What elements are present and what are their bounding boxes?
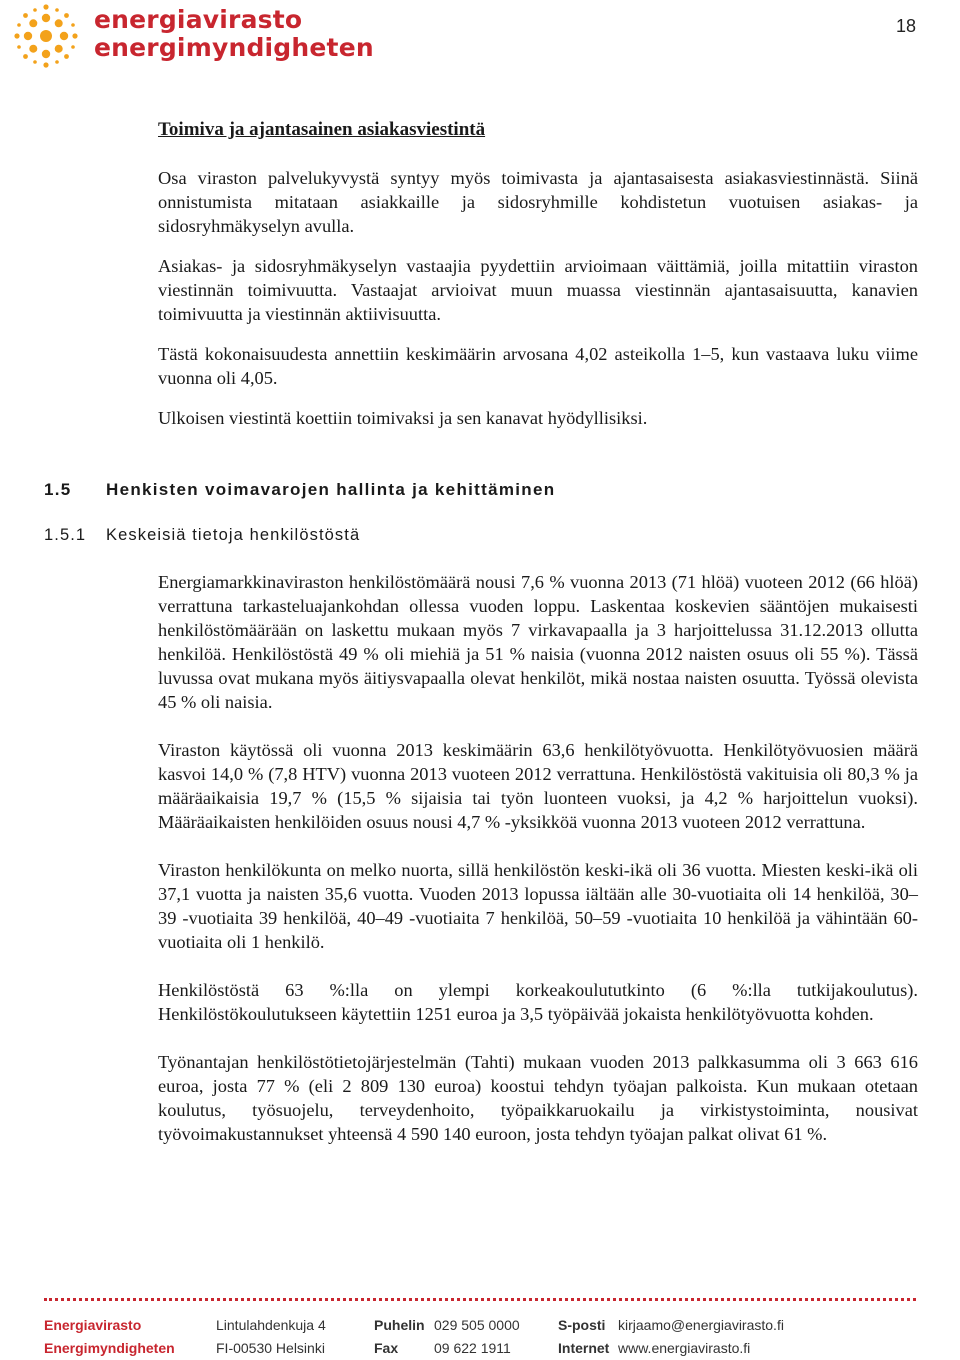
footer-divider [44, 1298, 916, 1301]
heading-1-5-1 [44, 526, 360, 545]
fax-number: 09 622 1911 [434, 1340, 511, 1356]
section-personnel [158, 570, 918, 1170]
paragraph: Tästä kokonaisuudesta annettiin keskimäärin arvosana 4,02 asteikolla 1–5, kun vastaava luku viime vuonna oli 4,05. [158, 344, 918, 388]
footer-phone [374, 1314, 520, 1360]
web-label: Internet [558, 1340, 610, 1356]
paragraph: Osa viraston palvelukyvystä syntyy myös toimivasta ja ajantasaisesta asiakasviestinnästä. Siinä onnistumista mitataan asiakkaille ja sidosryhmille kohdistetun vuotuisen asiakas- ja sidosryhmäkyselyn avulla. [158, 168, 918, 236]
footer-brand [44, 1314, 175, 1360]
web-link[interactable]: www.energiavirasto.fi [618, 1340, 751, 1356]
phone-label: Puhelin [374, 1317, 425, 1333]
section-communication [158, 118, 918, 446]
footer-address [216, 1314, 326, 1360]
footer-address-line2: FI-00530 Helsinki [216, 1340, 325, 1356]
logo-line2: energimyndigheten [94, 33, 374, 62]
paragraph: Henkilöstöstä 63 %:lla on ylempi korkeakoulututkinto (6 %:lla tutkijakoulutus). Henkilöstökoulutukseen käytettiin 1251 euroa ja 3,5 työpäivää jokaista henkilötyövuotta kohden. [158, 980, 918, 1024]
footer-contact [558, 1314, 784, 1360]
logo-wordmark [94, 6, 374, 62]
footer-brand-line2: Energimyndigheten [44, 1340, 175, 1356]
logo [6, 4, 374, 64]
heading-number: 1.5 [44, 480, 72, 499]
footer-address-line1: Lintulahdenkuja 4 [216, 1317, 326, 1333]
section-subtitle: Toimiva ja ajantasainen asiakasviestintä [158, 119, 486, 140]
paragraph: Ulkoisen viestintä koettiin toimivaksi ja sen kanavat hyödyllisiksi. [158, 408, 648, 428]
heading-text: Keskeisiä tietoja henkilöstöstä [106, 526, 361, 544]
heading-number: 1.5.1 [44, 526, 87, 544]
fax-label: Fax [374, 1340, 399, 1356]
phone-number: 029 505 0000 [434, 1317, 520, 1333]
email-label: S-posti [558, 1317, 606, 1333]
page-number: 18 [895, 16, 916, 36]
paragraph: Viraston käytössä oli vuonna 2013 keskimäärin 63,6 henkilötyövuotta. Henkilötyövuosien määrä kasvoi 14,0 % (7,8 HTV) vuonna 2013 vuoteen 2012 verrattuna. Henkilöstöstä vakituisia oli 80,3 % ja määräaikaisia 19,7 % (15,5 % sijaisia tai työn luonteen vuoksi, ja 4,2 % harjoittelun vuoksi). Määräaikaisten henkilöiden osuus nousi 4,7 % -yksikköä vuonna 2013 vuoteen 2012 verrattuna. [158, 740, 918, 832]
logo-line1: energiavirasto [94, 5, 303, 34]
paragraph: Energiamarkkinaviraston henkilöstömäärä nousi 7,6 % vuonna 2013 (71 hlöä) vuoteen 2012 (66 hlöä) verrattuna tarkasteluajankohdan ollessa vuoden loppu. Laskentaa koskevien sääntöjen mukaisesti henkilöstömäärään on laskettu mukaan myös 7 virkavapaalla ja 3 harjoittelussa 31.12.2013 ollutta henkilöä. Henkilöstöstä 49 % oli miehiä ja 51 % naisia (vuonna 2012 naisten osuus oli 55 %). Tässä luvussa ovat mukana myös äitiysvapaalla olevat henkilöt, mikä nostaa naisten osuutta. Työssä olevista 45 % oli naisia. [158, 572, 918, 712]
paragraph: Asiakas- ja sidosryhmäkyselyn vastaajia pyydettiin arvioimaan väittämiä, joilla mitattiin viraston viestinnän toimivuutta. Vastaajat arvioivat muun muassa viestinnän ajantasaisuutta, kanavien toimivuutta ja viestinnän aktiivisuutta. [158, 256, 918, 324]
paragraph: Viraston henkilökunta on melko nuorta, sillä henkilöstön keski-ikä oli 36 vuotta. Miesten keski-ikä oli 37,1 vuotta ja naisten 35,6 vuotta. Vuoden 2013 lopussa iältään alle 30-vuotiaita oli 14 henkilöä, 30–39 -vuotiaita 39 henkilöä, 40–49 -vuotiaita 7 henkilöä, 50–59 -vuotiaita 10 henkilöä ja vähintään 60-vuotiaita oli 1 henkilö. [158, 860, 918, 952]
heading-text: Henkisten voimavarojen hallinta ja kehittäminen [106, 480, 556, 499]
paragraph: Työnantajan henkilöstötietojärjestelmän (Tahti) mukaan vuoden 2013 palkkasumma oli 3 663 616 euroa, josta 77 % (eli 2 809 130 euroa) koostui tehdyn työajan palkoista. Kun mukaan otetaan koulutus, työsuojelu, terveydenhoito, työpaikkaruokailu ja virkistystoiminta, nousivat työvoimakustannukset yhteensä 4 590 140 euroon, josta tehdyn työajan palkat olivat 61 %. [158, 1052, 918, 1144]
footer-brand-line1: Energiavirasto [44, 1317, 142, 1333]
email-link[interactable]: kirjaamo@energiavirasto.fi [618, 1317, 784, 1333]
sunburst-logo-icon [6, 4, 86, 68]
heading-1-5 [44, 480, 555, 500]
